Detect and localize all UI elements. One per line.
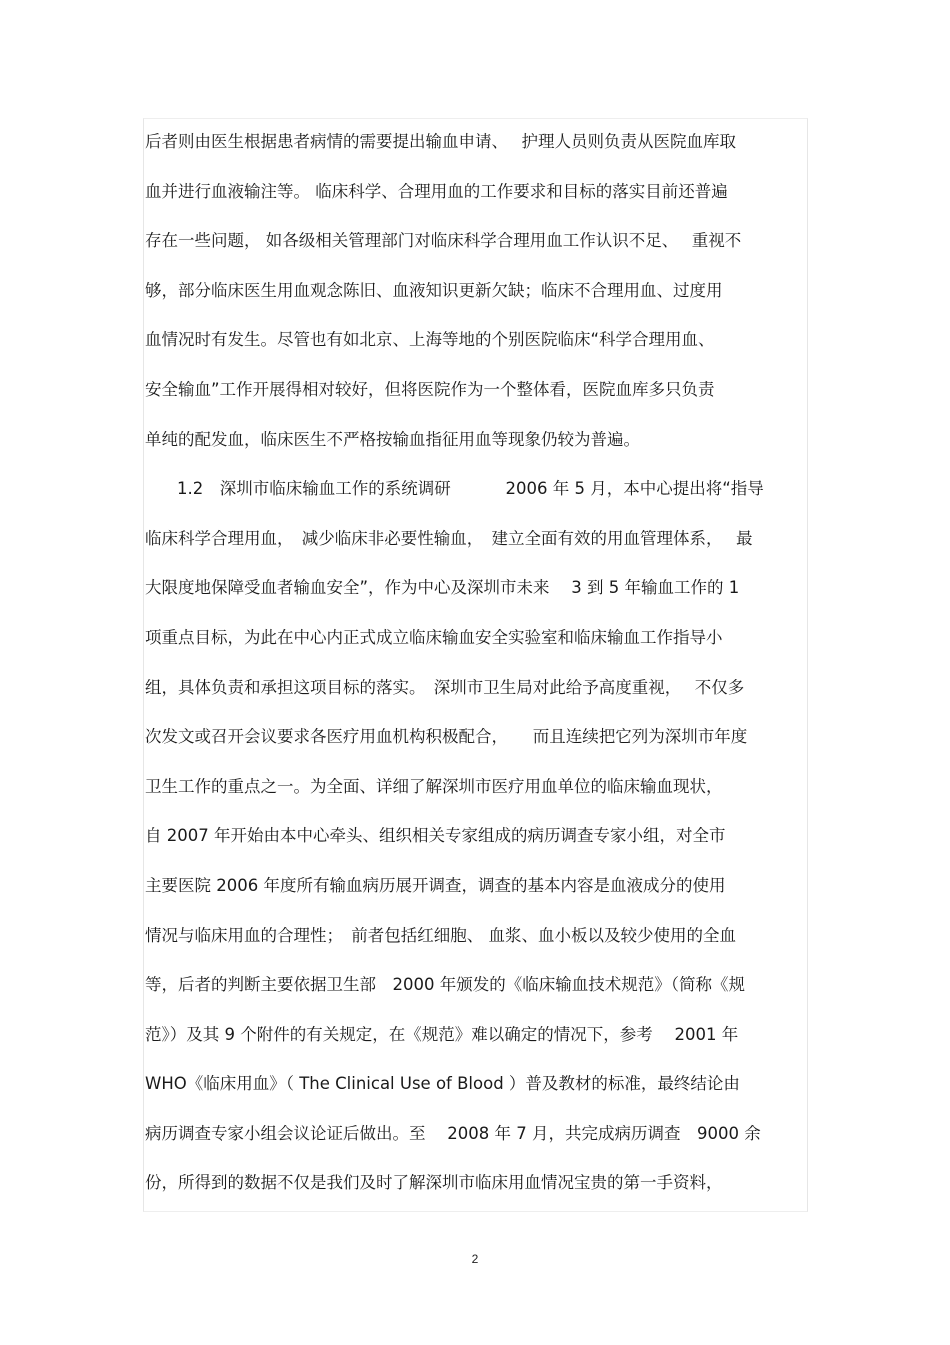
text-line: 范》）及其 9 个附件的有关规定，在《规范》难以确定的情况下，参考 2001 年: [145, 1024, 739, 1044]
text-line: WHO《临床用血》（ The Clinical Use of Blood ）普及教材的标准，最终结论由: [145, 1074, 740, 1094]
text-line: 血情况时有发生。尽管也有如北京、上海等地的个别医院临床“科学合理用血、: [145, 330, 715, 350]
text-line: 单纯的配发血，临床医生不严格按输血指征用血等现象仍较为普遍。: [145, 429, 640, 449]
section-heading-line: 1.2 深圳市临床输血工作的系统调研 2006 年 5 月，本中心提出将“指导: [177, 479, 764, 499]
text-line: 够，部分临床医生用血观念陈旧、血液知识更新欠缺；临床不合理用血、过度用: [145, 280, 723, 300]
text-line: 项重点目标，为此在中心内正式成立临床输血安全实验室和临床输血工作指导小: [145, 627, 723, 647]
text-line: 大限度地保障受血者输血安全”，作为中心及深圳市未来 3 到 5 年输血工作的 1: [145, 578, 740, 598]
text-line: 主要医院 2006 年度所有输血病历展开调查，调查的基本内容是血液成分的使用: [145, 875, 726, 895]
text-line: 血并进行血液输注等。 临床科学、合理用血的工作要求和目标的落实目前还普遍: [145, 181, 728, 201]
text-line: 病历调查专家小组会议论证后做出。至 2008 年 7 月，共完成病历调查 9000 余: [145, 1123, 761, 1143]
text-line: 情况与临床用血的合理性； 前者包括红细胞、 血浆、血小板以及较少使用的全血: [145, 925, 736, 945]
document-body: [145, 125, 810, 1216]
text-line: 组，具体负责和承担这项目标的落实。 深圳市卫生局对此给予高度重视， 不仅多: [145, 677, 745, 697]
text-line: 后者则由医生根据患者病情的需要提出输血申请、 护理人员则负责从医院血库取: [145, 132, 736, 151]
text-line: 存在一些问题， 如各级相关管理部门对临床科学合理用血工作认识不足、 重视不: [145, 231, 742, 251]
text-line: 安全输血”工作开展得相对较好，但将医院作为一个整体看，医院血库多只负责: [145, 379, 715, 399]
text-line: 次发文或召开会议要求各医疗用血机构积极配合， 而且连续把它列为深圳市年度: [145, 727, 748, 747]
text-line: 等，后者的判断主要依据卫生部 2000 年颁发的《临床输血技术规范》（简称《规: [145, 975, 745, 995]
text-line: 临床科学合理用血， 减少临床非必要性输血， 建立全面有效的用血管理体系， 最: [145, 528, 753, 548]
text-line: 份，所得到的数据不仅是我们及时了解深圳市临床用血情况宝贵的第一手资料，: [145, 1173, 723, 1193]
text-line: 自 2007 年开始由本中心牵头、组织相关专家组成的病历调查专家小组，对全市: [145, 826, 726, 846]
page-number: 2: [471, 1252, 479, 1266]
text-line: 卫生工作的重点之一。为全面、详细了解深圳市医疗用血单位的临床输血现状，: [145, 776, 723, 796]
